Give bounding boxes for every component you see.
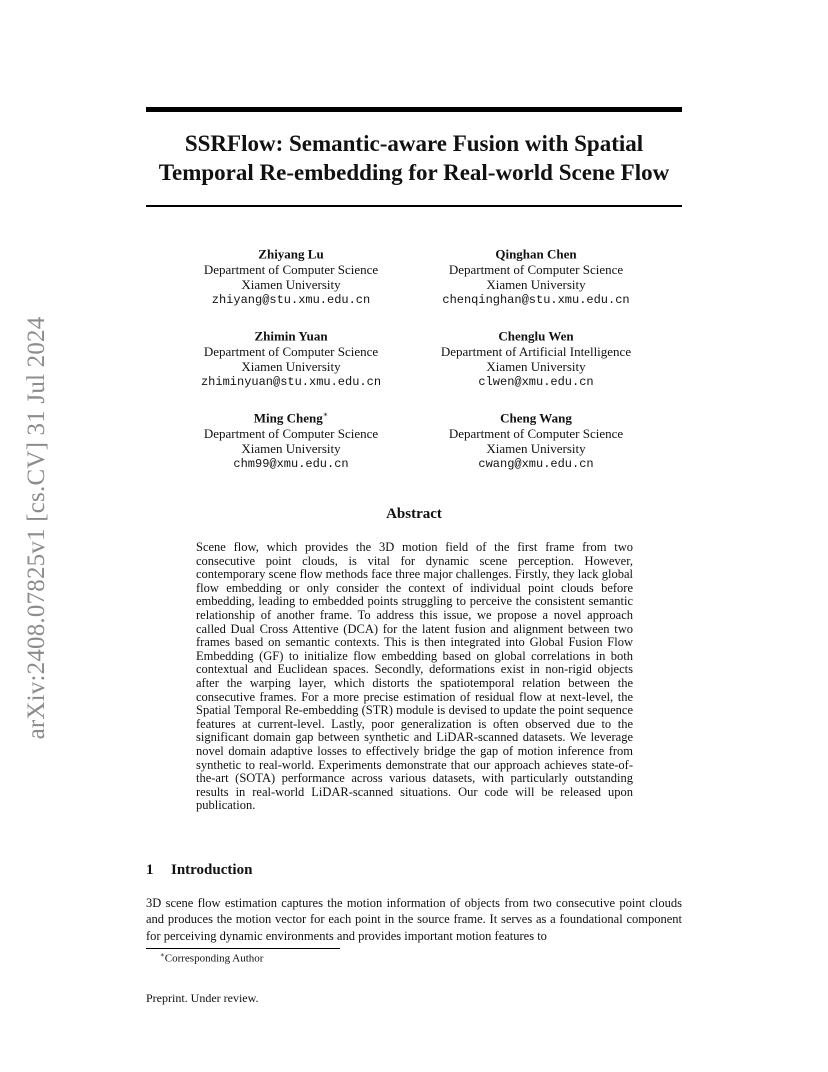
author-block: [171, 243, 411, 308]
author-email: cwang@xmu.edu.cn: [478, 456, 594, 471]
section-heading-introduction: [146, 862, 252, 879]
arxiv-stamp-text: arXiv:2408.07825v1 [cs.CV] 31 Jul 2024: [23, 316, 50, 740]
paper-title: [146, 129, 682, 187]
title-top-rule: [146, 107, 682, 112]
author-university: Xiamen University: [486, 277, 586, 293]
author-university: Xiamen University: [486, 441, 586, 457]
author-name: Qinghan Chen: [495, 246, 577, 262]
introduction-text: 3D scene flow estimation captures the motion information of objects from two consecutive point clouds and produces the motion vector for each point in the source frame. It serves as a foundational component for perceiving dynamic environments and provides important motion features to: [146, 896, 682, 943]
author-block: [171, 325, 411, 390]
corresponding-author-mark: ∗: [322, 410, 329, 419]
title-line-1: SSRFlow: Semantic-aware Fusion with Spatial: [184, 131, 644, 156]
author-email: clwen@xmu.edu.cn: [478, 374, 594, 389]
author-block: [416, 407, 656, 472]
author-name: Cheng Wang: [500, 410, 572, 426]
author-department: Department of Computer Science: [203, 261, 379, 277]
preprint-note: Preprint. Under review.: [146, 991, 259, 1005]
title-line-2: Temporal Re-embedding for Real-world Scene Flow: [158, 160, 670, 185]
footnote: [160, 951, 263, 965]
author-university: Xiamen University: [241, 441, 341, 457]
author-university: Xiamen University: [241, 277, 341, 293]
section-title: Introduction: [171, 862, 253, 878]
abstract-text: Scene flow, which provides the 3D motion field of the first frame from two consecutive point clouds, is vital for dynamic scene perception. However, contemporary scene flow methods face three major challenges. Firstly, they lack global flow embedding or only consider the context of individual point clouds before embedding, leading to embedded points struggling to perceive the consistent semantic relationship of another frame. To address this issue, we propose a novel approach called Dual Cross Attentive (DCA) for the latent fusion and alignment between two frames based on semantic contexts. This is then integrated into Global Fusion Flow Embedding (GF) to initialize flow embedding based on global correlations in both contextual and Euclidean spaces. Secondly, deformations exist in non-rigid objects after the warping layer, which distorts the spatiotemporal relation between the consecutive frames. For a more precise estimation of residual flow at next-level, the Spatial Temporal Re-embedding (STR) module is devised to update the point sequence features at current-level. Lastly, poor generalization is often observed due to the significant domain gap between synthetic and LiDAR-scanned datasets. We leverage novel domain adaptive losses to effectively bridge the gap of motion inference from synthetic to real-world. Experiments demonstrate that our approach achieves state-of-the-art (SOTA) performance across various datasets, with particularly outstanding results in real-world LiDAR-scanned situations. Our code will be released upon publication.: [196, 540, 633, 813]
author-block: [416, 325, 656, 390]
author-email: chm99@xmu.edu.cn: [233, 456, 349, 471]
author-name: Chenglu Wen: [498, 328, 574, 344]
author-email: zhiyang@stu.xmu.edu.cn: [211, 292, 371, 307]
author-name: Zhiyang Lu: [258, 246, 324, 262]
footnote-text: Corresponding Author: [164, 952, 264, 965]
abstract-heading: Abstract: [386, 506, 442, 522]
author-name: Zhimin Yuan: [254, 328, 328, 344]
author-block: [171, 407, 411, 472]
author-block: [416, 243, 656, 308]
author-name: Ming Cheng∗: [253, 410, 329, 426]
author-email: zhiminyuan@stu.xmu.edu.cn: [200, 374, 382, 389]
author-email: chenqinghan@stu.xmu.edu.cn: [442, 292, 630, 307]
footnote-rule: [146, 948, 340, 949]
section-number: 1: [146, 862, 154, 878]
author-department: Department of Computer Science: [203, 425, 379, 441]
footnote-mark: ∗: [160, 951, 165, 959]
author-department: Department of Computer Science: [203, 343, 379, 359]
author-department: Department of Computer Science: [448, 261, 624, 277]
title-bottom-rule: [146, 205, 682, 207]
author-university: Xiamen University: [486, 359, 586, 375]
author-department: Department of Artificial Intelligence: [440, 343, 632, 359]
author-department: Department of Computer Science: [448, 425, 624, 441]
author-university: Xiamen University: [241, 359, 341, 375]
